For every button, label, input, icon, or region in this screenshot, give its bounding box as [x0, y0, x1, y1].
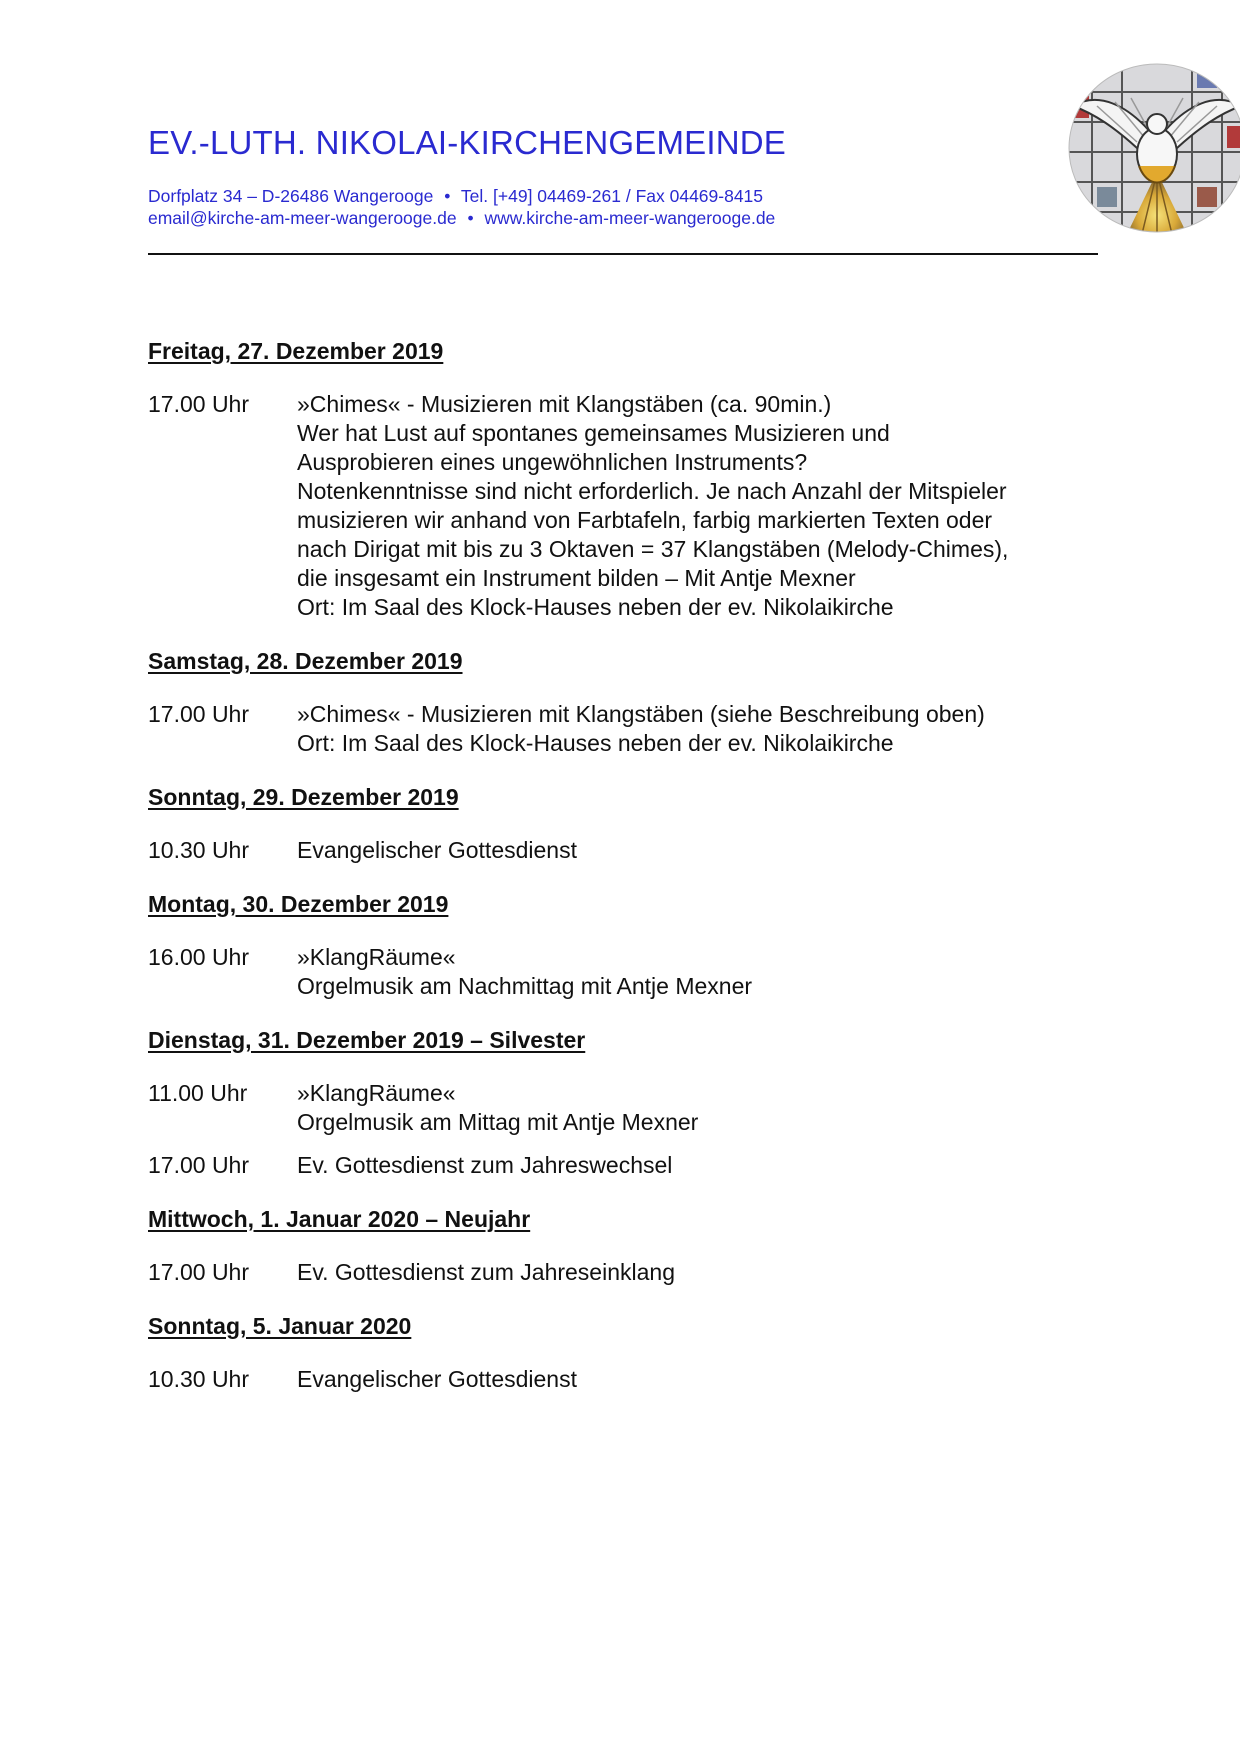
day-section	[148, 780, 1098, 865]
event-entry	[148, 390, 1098, 622]
event-description-line: Evangelischer Gottesdienst	[297, 1366, 577, 1392]
event-description-line: nach Dirigat mit bis zu 3 Oktaven = 37 Klangstäben (Melody-Chimes),	[297, 536, 1009, 562]
day-section	[148, 887, 1098, 1001]
letterhead	[148, 0, 1098, 256]
event-entry	[148, 1079, 1098, 1137]
event-description	[297, 1365, 1098, 1394]
event-description-line: Evangelischer Gottesdienst	[297, 837, 577, 863]
event-description-line: Ort: Im Saal des Klock-Hauses neben der ev. Nikolaikirche	[297, 594, 894, 620]
day-section	[148, 1309, 1098, 1394]
day-section	[148, 1202, 1098, 1287]
phone-fax: Tel. [+49] 04469-261 / Fax 04469-8415	[460, 186, 764, 206]
day-heading: Mittwoch, 1. Januar 2020 – Neujahr	[148, 1206, 531, 1232]
day-section	[148, 644, 1098, 758]
day-heading: Sonntag, 29. Dezember 2019	[148, 784, 459, 810]
event-entry	[148, 1258, 1098, 1287]
event-description	[297, 943, 1098, 1001]
event-time: 10.30 Uhr	[148, 1366, 250, 1392]
organization-title: EV.-LUTH. NIKOLAI-KIRCHENGEMEINDE	[148, 124, 786, 161]
event-description	[297, 1151, 1098, 1180]
event-description-line: »Chimes« - Musizieren mit Klangstäben (ca. 90min.)	[297, 391, 832, 417]
event-description-line: Orgelmusik am Mittag mit Antje Mexner	[297, 1109, 699, 1135]
event-description-line: die insgesamt ein Instrument bilden – Mit Antje Mexner	[297, 565, 856, 591]
event-description	[297, 700, 1098, 758]
event-entry	[148, 1151, 1098, 1180]
event-time: 17.00 Uhr	[148, 701, 250, 727]
event-description-line: Wer hat Lust auf spontanes gemeinsames Musizieren und	[297, 420, 890, 446]
day-section	[148, 334, 1098, 622]
address: Dorfplatz 34 – D-26486 Wangerooge	[148, 186, 434, 206]
event-description-line: »Chimes« - Musizieren mit Klangstäben (siehe Beschreibung oben)	[297, 701, 985, 727]
event-description-line: »KlangRäume«	[297, 944, 456, 970]
event-description	[297, 1258, 1098, 1287]
header-divider	[148, 253, 1098, 255]
dove-stained-glass-icon	[1067, 62, 1240, 234]
day-heading: Dienstag, 31. Dezember 2019 – Silvester	[148, 1027, 586, 1053]
event-description-line: Notenkenntnisse sind nicht erforderlich. Je nach Anzahl der Mitspieler	[297, 478, 1007, 504]
day-section	[148, 1023, 1098, 1180]
event-description	[297, 1079, 1098, 1137]
contact-line-web	[148, 208, 775, 229]
event-time: 17.00 Uhr	[148, 391, 250, 417]
event-description-line: »KlangRäume«	[297, 1080, 456, 1106]
day-heading: Sonntag, 5. Januar 2020	[148, 1313, 412, 1339]
event-time: 11.00 Uhr	[148, 1080, 248, 1106]
contact-line-address	[148, 186, 763, 207]
day-heading: Montag, 30. Dezember 2019	[148, 891, 449, 917]
event-description-line: Ausprobieren eines ungewöhnlichen Instruments?	[297, 449, 808, 475]
event-description-line: Ev. Gottesdienst zum Jahreseinklang	[297, 1259, 675, 1285]
event-entry	[148, 700, 1098, 758]
event-entry	[148, 943, 1098, 1001]
event-time: 17.00 Uhr	[148, 1259, 250, 1285]
event-description	[297, 390, 1098, 622]
event-entry	[148, 836, 1098, 865]
separator-dot: •	[444, 186, 451, 206]
day-heading: Samstag, 28. Dezember 2019	[148, 648, 463, 674]
event-description-line: Ev. Gottesdienst zum Jahreswechsel	[297, 1152, 673, 1178]
event-time: 16.00 Uhr	[148, 944, 250, 970]
email-link[interactable]: email@kirche-am-meer-wangerooge.de	[148, 208, 457, 228]
event-entry	[148, 1365, 1098, 1394]
event-description-line: musizieren wir anhand von Farbtafeln, farbig markierten Texten oder	[297, 507, 993, 533]
event-time: 10.30 Uhr	[148, 837, 250, 863]
event-schedule	[148, 334, 1098, 1416]
website-link[interactable]: www.kirche-am-meer-wangerooge.de	[484, 208, 776, 228]
event-description	[297, 836, 1098, 865]
event-description-line: Ort: Im Saal des Klock-Hauses neben der ev. Nikolaikirche	[297, 730, 894, 756]
event-description-line: Orgelmusik am Nachmittag mit Antje Mexner	[297, 973, 753, 999]
separator-dot: •	[467, 208, 474, 228]
event-time: 17.00 Uhr	[148, 1152, 250, 1178]
day-heading: Freitag, 27. Dezember 2019	[148, 338, 444, 364]
